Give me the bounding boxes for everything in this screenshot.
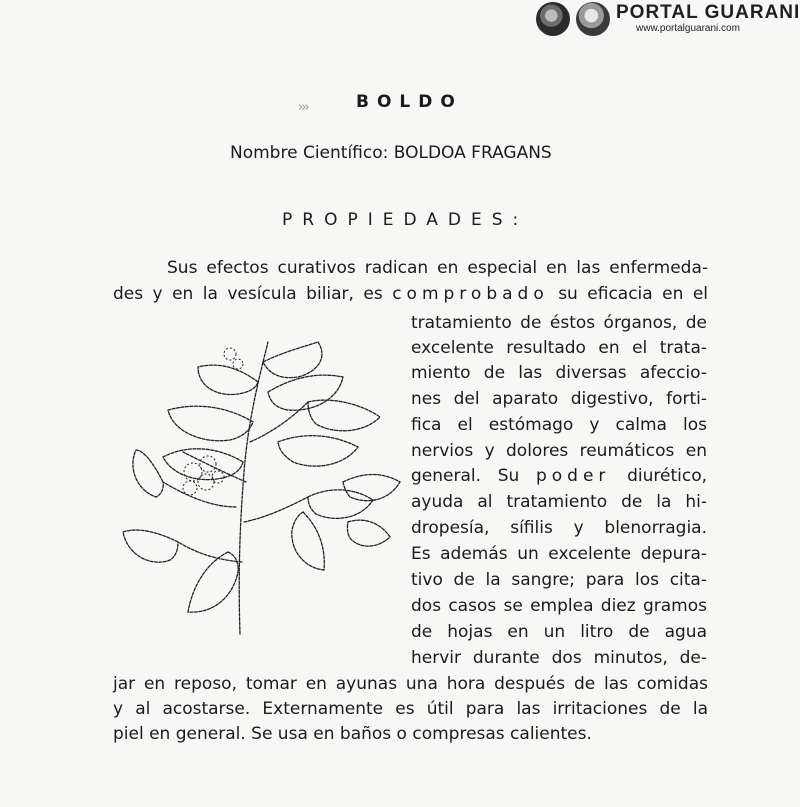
text-line: nervios y dolores reumáticos en [411,441,707,461]
text-line: ayuda al tratamiento de la hi- [411,492,707,512]
text-line: piel en general. Se usa en baños o compresas calientes. [113,724,592,744]
text-line: y al acostarse. Externamente es útil para las irritaciones de la [113,699,708,719]
text-line: nes del aparato digestivo, forti- [411,389,707,409]
text-line: Es además un excelente depura- [411,544,707,564]
logo-name: PORTAL GUARANI [616,2,800,23]
flag-seal-icon [576,2,610,36]
text-line: fica el estómago y calma los [411,415,707,435]
text-line: dos casos se emplea diez gramos [411,596,707,616]
text-line: hervir durante dos minutos, de- [411,648,707,668]
portal-guarani-logo [532,0,800,40]
text-line: tratamiento de éstos órganos, de [411,313,707,333]
text-line: tivo de la sangre; para los cita- [411,570,707,590]
text-line: jar en reposo, tomar en ayunas una hora después de las comidas [113,674,708,694]
text-line: de hojas en un litro de agua [411,622,707,642]
text-line: dropesía, sífilis y blenorragia. [411,518,707,538]
section-heading: PROPIEDADES: [282,210,529,230]
text-line: des y en la vesícula biliar, es comprobado su eficacia en el [113,284,709,304]
smudge-mark: ››› [298,100,308,115]
logo-url: www.portalguarani.com [636,23,740,34]
scientific-name: Nombre Científico: BOLDOA FRAGANS [230,143,552,163]
text-line: miento de las diversas afeccio- [411,363,707,383]
seal-icon [536,2,570,36]
boldo-plant-illustration [118,322,404,638]
text-line: Sus efectos curativos radican en especial en las enfermeda- [167,258,708,278]
text-line: excelente resultado en el trata- [411,338,707,358]
text-line: general. Su poder diurético, [411,466,707,486]
page-title: BOLDO [356,92,463,112]
